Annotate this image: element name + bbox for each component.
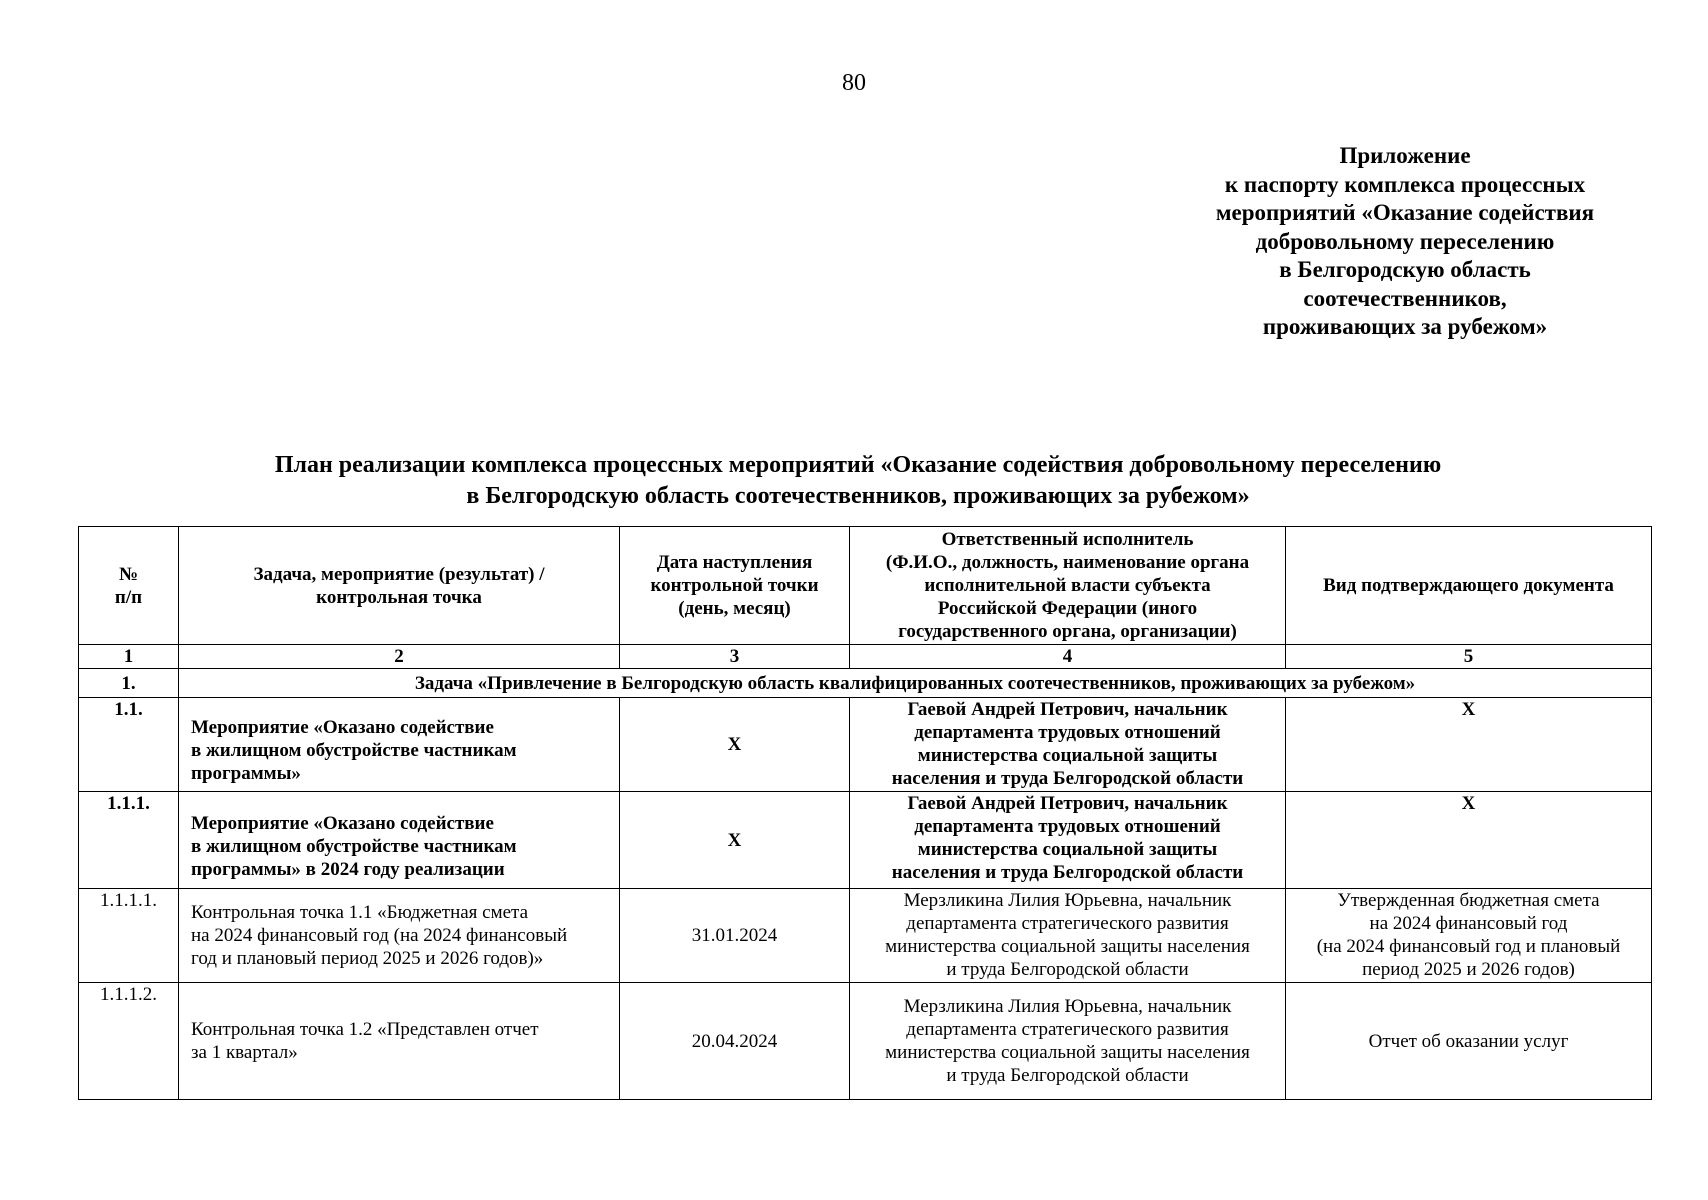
task-row <box>79 669 1652 698</box>
appendix-line: мероприятий «Оказание содействия <box>1215 200 1595 225</box>
row-document: Отчет об оказании услуг <box>1286 983 1652 1100</box>
appendix-line: к паспорту комплекса процессных <box>1224 171 1586 197</box>
row-num: 1.1. <box>79 698 179 792</box>
column-number: 5 <box>1286 645 1652 669</box>
column-number: 2 <box>179 645 620 669</box>
plan-title-line: План реализации комплекса процессных мероприятий «Оказание содействия добровольному переселению <box>274 452 1442 478</box>
header-document: Вид подтверждающего документа <box>1286 527 1652 645</box>
column-number: 1 <box>79 645 179 669</box>
row-task: Мероприятие «Оказано содействие в жилищном обустройстве частникам программы» <box>179 698 620 792</box>
task-row-num: 1. <box>79 669 179 698</box>
header-task: Задача, мероприятие (результат) / контрольная точка <box>179 527 620 645</box>
row-document: Х <box>1286 698 1652 792</box>
row-executor: Мерзликина Лилия Юрьевна, начальник департамента стратегического развития министерства социальной защиты населения и труда Белгородской области <box>850 889 1286 983</box>
appendix-line: Приложение <box>1339 143 1471 168</box>
row-executor: Мерзликина Лилия Юрьевна, начальник департамента стратегического развития министерства социальной защиты населения и труда Белгородской области <box>850 983 1286 1100</box>
column-number: 4 <box>850 645 1286 669</box>
row-num: 1.1.1.1. <box>79 889 179 983</box>
row-date: Х <box>620 698 850 792</box>
header-num: № п/п <box>79 527 179 645</box>
row-date: 20.04.2024 <box>620 983 850 1100</box>
plan-table <box>78 526 1652 1100</box>
column-number-row <box>79 645 1652 669</box>
header-executor: Ответственный исполнитель (Ф.И.О., должность, наименование органа исполнительной власти субъекта Российской Федерации (иного государственного органа, организации) <box>850 527 1286 645</box>
table-row <box>79 698 1652 792</box>
row-executor: Гаевой Андрей Петрович, начальник департамента трудовых отношений министерства социальной защиты населения и труда Белгородской области <box>850 698 1286 792</box>
row-executor: Гаевой Андрей Петрович, начальник департамента трудовых отношений министерства социальной защиты населения и труда Белгородской области <box>850 792 1286 889</box>
row-document: Х <box>1286 792 1652 889</box>
table-row <box>79 792 1652 889</box>
plan-title <box>0 450 1708 512</box>
appendix-line: проживающих за рубежом» <box>1262 314 1548 339</box>
row-task: Мероприятие «Оказано содействие в жилищном обустройстве частникам программы» в 2024 году реализации <box>179 792 620 889</box>
row-num: 1.1.1.2. <box>79 983 179 1100</box>
column-number: 3 <box>620 645 850 669</box>
row-task: Контрольная точка 1.2 «Представлен отчет за 1 квартал» <box>179 983 620 1100</box>
appendix-line: добровольному переселению <box>1255 228 1555 254</box>
appendix-line: соотечественников, <box>1303 285 1507 311</box>
row-date: Х <box>620 792 850 889</box>
plan-title-line: в Белгородскую область соотечественников, проживающих за рубежом» <box>466 483 1250 509</box>
table-header-row <box>79 527 1652 645</box>
appendix-line: в Белгородскую область <box>1279 257 1531 282</box>
row-date: 31.01.2024 <box>620 889 850 983</box>
row-num: 1.1.1. <box>79 792 179 889</box>
row-task: Контрольная точка 1.1 «Бюджетная смета на 2024 финансовый год (на 2024 финансовый год и плановый период 2025 и 2026 годов)» <box>179 889 620 983</box>
appendix-header <box>1180 142 1630 342</box>
table-row <box>79 983 1652 1100</box>
table-row <box>79 889 1652 983</box>
page-number: 80 <box>842 70 866 96</box>
row-document: Утвержденная бюджетная смета на 2024 финансовый год (на 2024 финансовый год и плановый период 2025 и 2026 годов) <box>1286 889 1652 983</box>
header-date: Дата наступления контрольной точки (день, месяц) <box>620 527 850 645</box>
task-row-text: Задача «Привлечение в Белгородскую область квалифицированных соотечественников, проживающих за рубежом» <box>179 669 1652 698</box>
